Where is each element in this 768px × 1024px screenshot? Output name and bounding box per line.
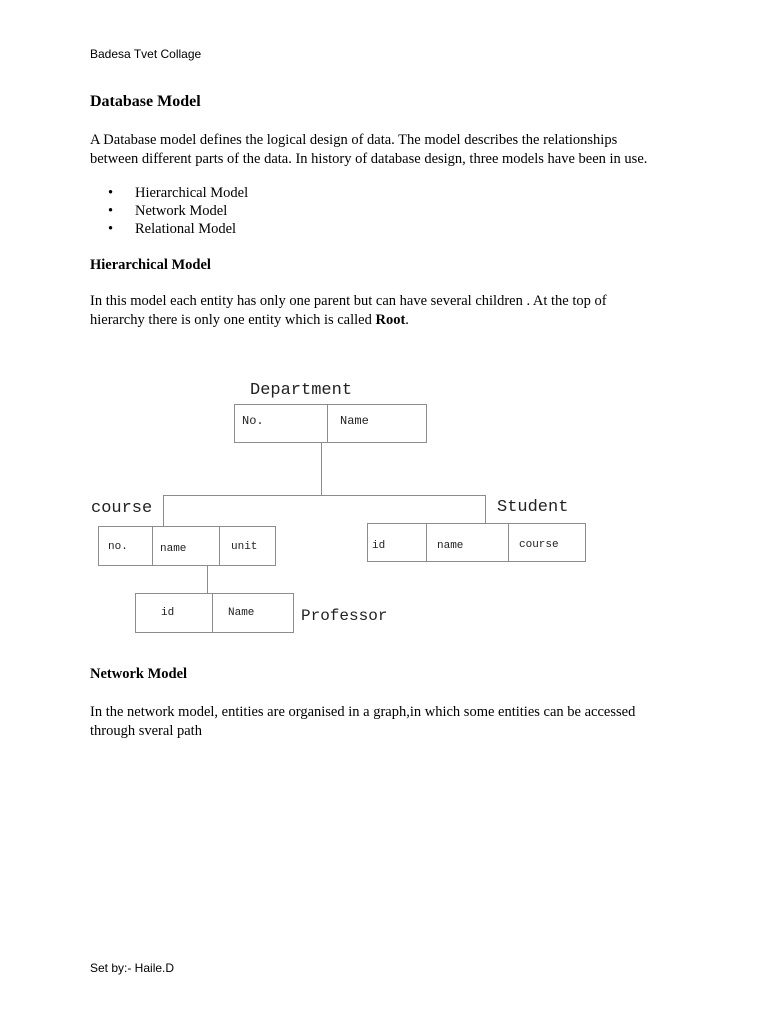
list-item: • Relational Model [108,221,237,237]
intro-line-1: A Database model defines the logical design of data. The model describes the relationships [90,132,618,148]
department-field-no: No. [242,414,264,428]
hierarchical-line-1: In this model each entity has only one parent but can have several children . At the top of [90,293,607,309]
student-label: Student [497,498,569,517]
professor-field-name: Name [228,607,255,619]
page-header: Badesa Tvet Collage [90,47,202,61]
network-line-2: through sveral path [90,722,202,739]
department-field-name: Name [340,414,369,428]
professor-entity [136,594,294,633]
department-label: Department [250,381,353,400]
page-footer: Set by:- Haile.D [90,961,175,975]
course-field-name: name [160,543,187,555]
page-title: Database Model [90,93,201,110]
hierarchical-line-2: hierarchy there is only one entity which is called Root. [90,311,409,328]
student-field-name: name [437,540,464,552]
bullet-icon: • [108,203,114,219]
hierarchical-heading: Hierarchical Model [90,257,211,273]
bullet-icon: • [108,185,114,201]
student-field-course: course [519,539,559,551]
list-item: • Hierarchical Model [108,185,249,201]
student-field-id: id [372,540,386,552]
course-field-unit: unit [231,541,258,553]
professor-field-id: id [161,607,175,619]
course-field-no: no. [108,541,128,553]
network-line-1: In the network model, entities are organised in a graph,in which some entities can be accessed [90,704,636,720]
list-item: • Network Model [108,203,228,219]
bullet-icon: • [108,221,114,237]
network-heading: Network Model [90,666,188,682]
professor-box [136,594,294,633]
professor-label: Professor [301,607,388,625]
diagram-connectors [164,442,487,593]
course-label: course [91,499,153,518]
intro-line-2: between different parts of the data. In history of database design, three models have been in use. [90,150,648,167]
root-term: Root [375,311,406,328]
network-paragraph [90,703,690,740]
